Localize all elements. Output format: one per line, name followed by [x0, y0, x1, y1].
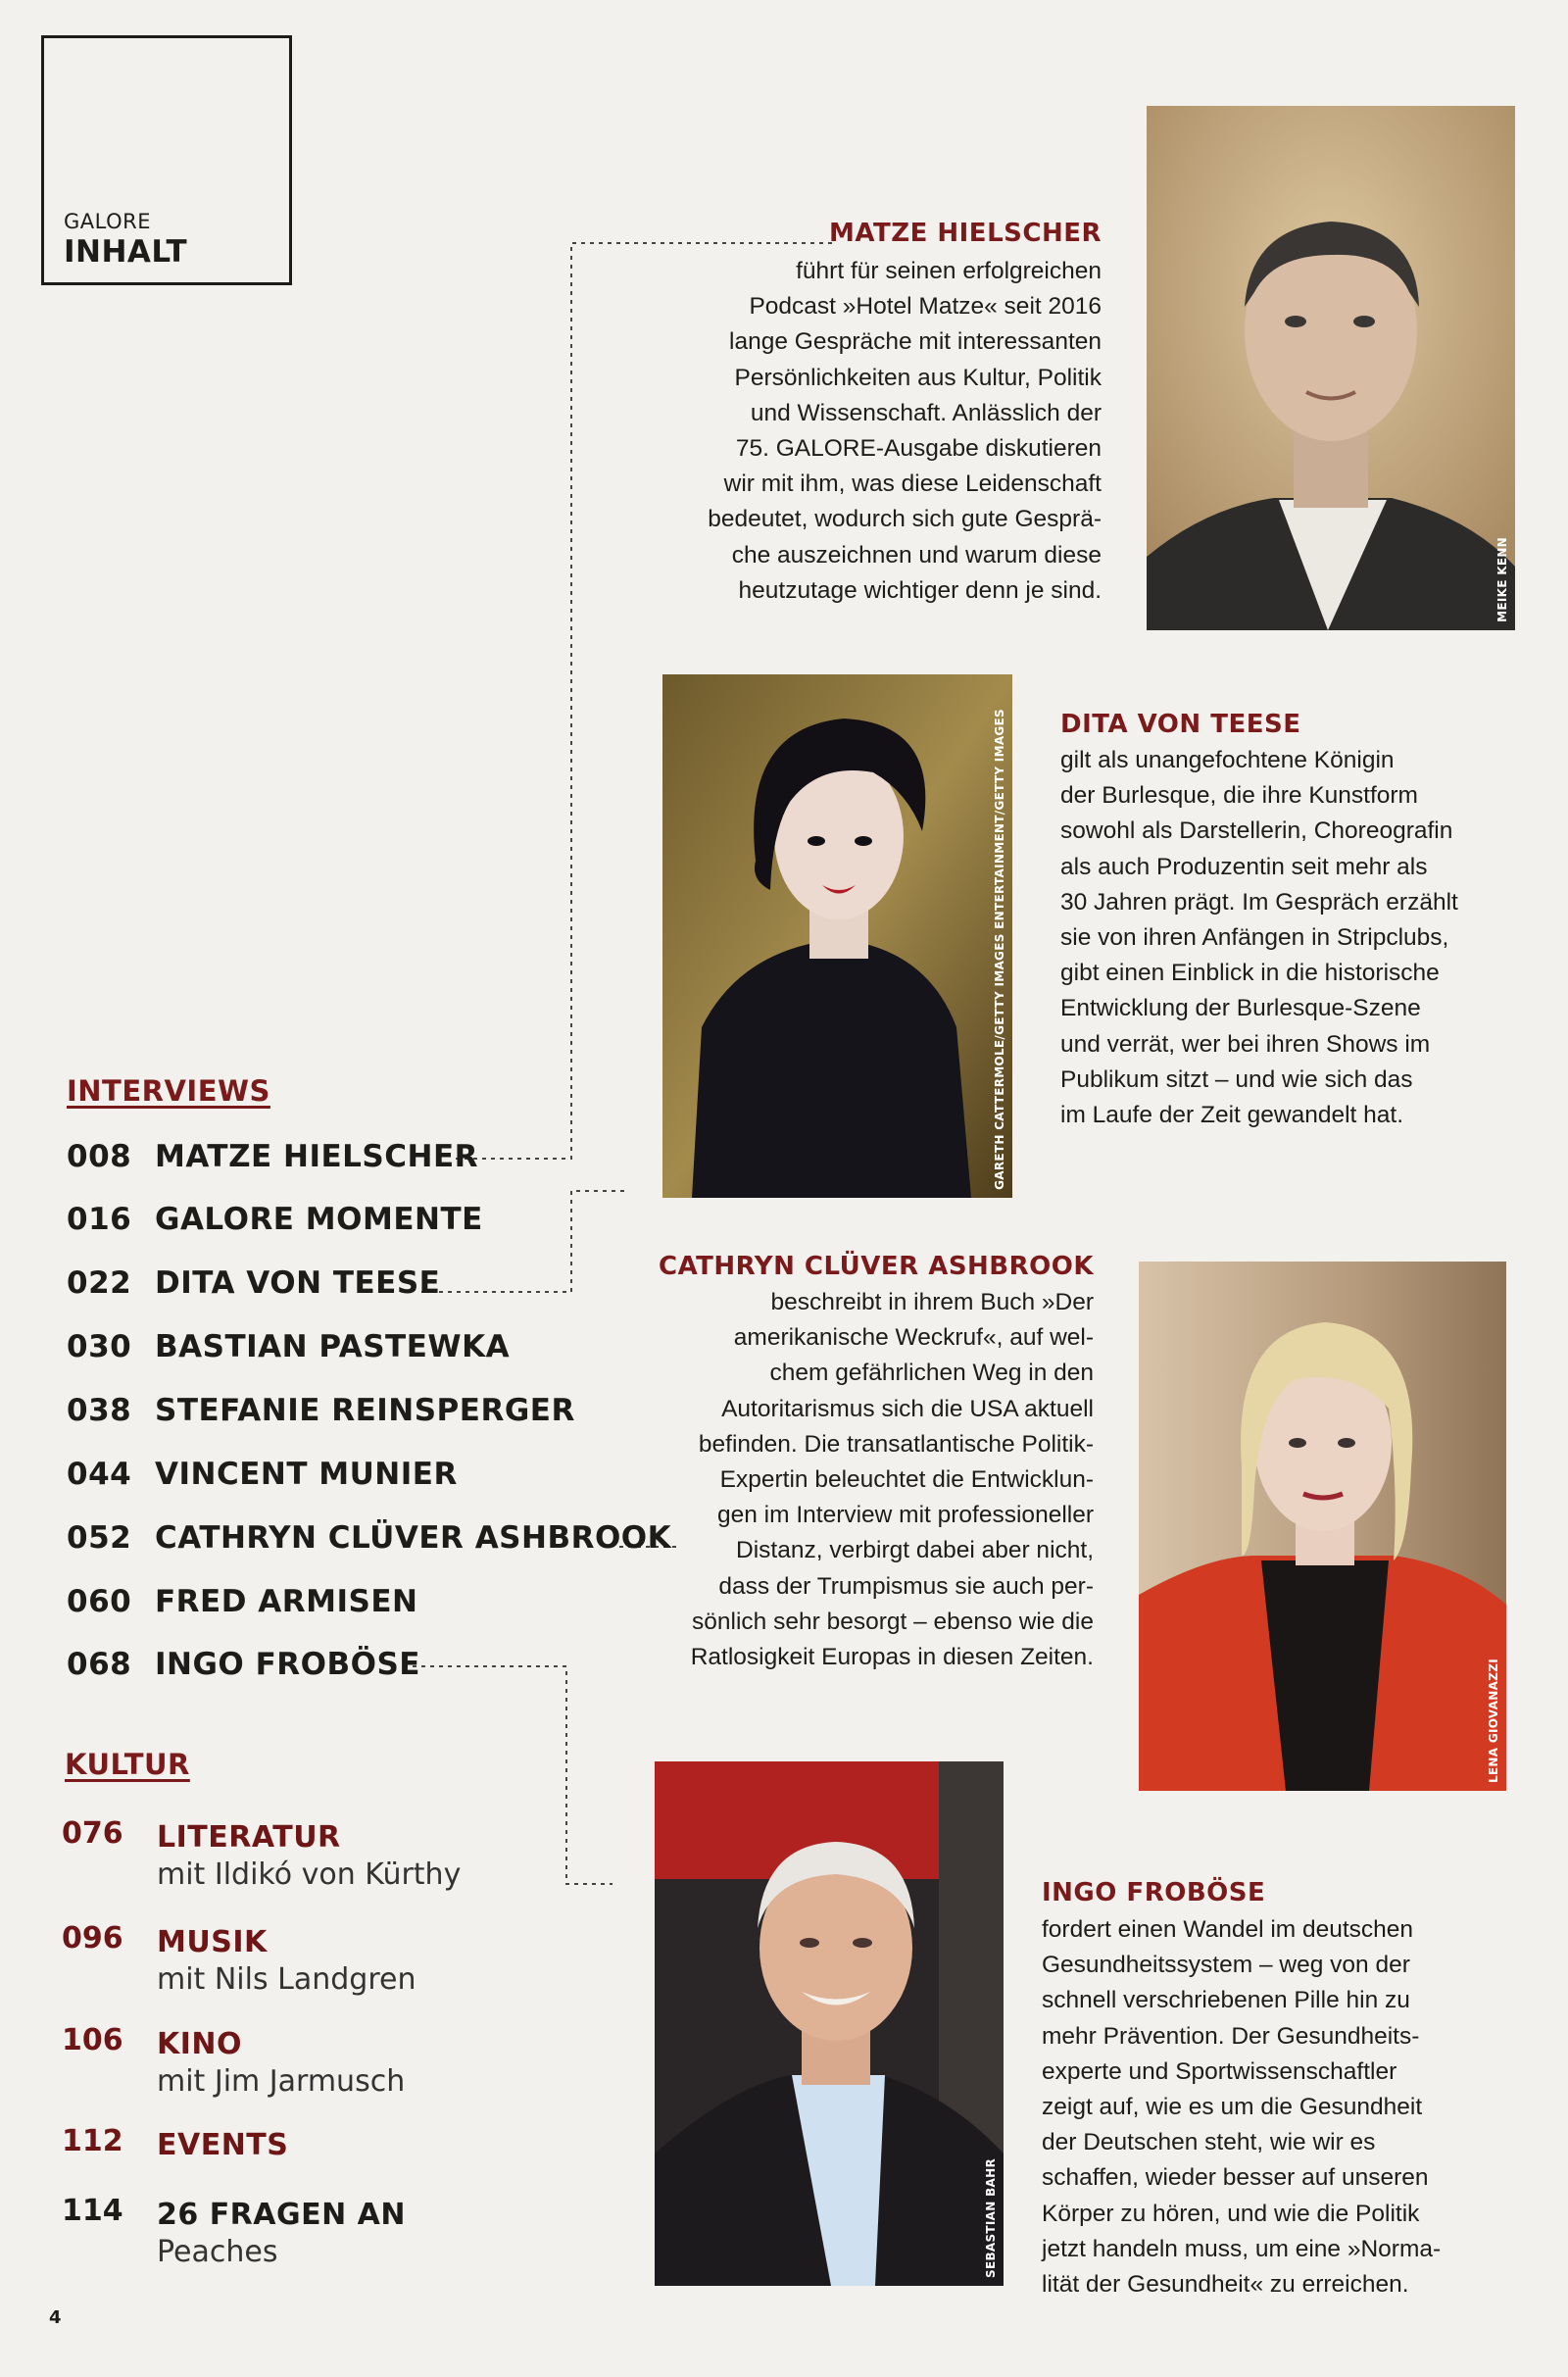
text-line: sowohl als Darstellerin, Choreografin: [1060, 817, 1453, 845]
entry-title: EVENTS: [157, 2128, 289, 2162]
entry-title: FRED ARMISEN: [155, 1584, 418, 1619]
page-number: 068: [67, 1647, 132, 1682]
feature-text-dita: [1060, 743, 1550, 1133]
text-line: Autoritarismus sich die USA aktuell: [721, 1395, 1094, 1422]
photo-credit-ingo: SEBASTIAN BAHR: [984, 2158, 998, 2278]
entry-title: MUSIK: [157, 1925, 268, 1959]
text-line: mehr Prävention. Der Gesundheits-: [1042, 2022, 1420, 2050]
section-heading-kultur: KULTUR: [65, 1748, 190, 1781]
feature-heading-ingo: INGO FROBÖSE: [1042, 1878, 1266, 1907]
text-line: 30 Jahren prägt. Im Gespräch erzählt: [1060, 888, 1458, 916]
text-line: Distanz, verbirgt dabei aber nicht,: [736, 1537, 1094, 1564]
text-line: sönlich sehr besorgt – ebenso wie die: [692, 1608, 1094, 1635]
text-line: heutzutage wichtiger denn je sind.: [738, 576, 1102, 604]
text-line: Ratlosigkeit Europas in diesen Zeiten.: [690, 1644, 1094, 1671]
text-line: Persönlichkeiten aus Kultur, Politik: [734, 364, 1102, 391]
toc-entry[interactable]: [62, 2194, 552, 2272]
feature-heading-matze: MATZE HIELSCHER: [829, 219, 1102, 248]
feature-heading-dita: DITA VON TEESE: [1060, 710, 1301, 739]
logo-label: GALORE: [64, 210, 151, 233]
entry-subtitle: mit Ildikó von Kürthy: [157, 1857, 462, 1892]
text-line: gibt einen Einblick in die historische: [1060, 960, 1440, 987]
entry-title: KINO: [157, 2027, 243, 2061]
feature-text-matze: [588, 254, 1102, 609]
feature-heading-cathryn: CATHRYN CLÜVER ASHBROOK: [658, 1252, 1094, 1281]
text-line: schnell verschriebenen Pille hin zu: [1042, 1987, 1410, 2014]
text-line: und Wissenschaft. Anlässlich der: [750, 399, 1102, 426]
page-number: 038: [67, 1393, 132, 1428]
feature-text-cathryn: [588, 1285, 1094, 1675]
text-line: Expertin beleuchtet die Entwicklun-: [719, 1466, 1094, 1494]
photo-ingo-froboese: [655, 1761, 1004, 2286]
text-line: Körper zu hören, und wie die Politik: [1042, 2200, 1420, 2227]
toc-entry[interactable]: [62, 2124, 552, 2173]
text-line: wir mit ihm, was diese Leidenschaft: [723, 470, 1102, 498]
text-line: amerikanische Weckruf«, auf wel-: [733, 1324, 1094, 1352]
page-number: 060: [67, 1584, 132, 1619]
photo-credit-dita: GARETH CATTERMOLE/GETTY IMAGES ENTERTAINMENT/GETTY IMAGES: [993, 709, 1006, 1190]
entry-title: LITERATUR: [157, 1820, 341, 1855]
page-number: 016: [67, 1202, 132, 1237]
entry-title: GALORE MOMENTE: [155, 1202, 483, 1237]
section-heading-interviews: INTERVIEWS: [67, 1074, 270, 1108]
text-line: Gesundheitssystem – weg von der: [1042, 1952, 1410, 1979]
text-line: der Burlesque, die ihre Kunstform: [1060, 782, 1418, 810]
page-number-footer: 4: [49, 2307, 62, 2328]
page-number: 114: [62, 2194, 123, 2228]
text-line: als auch Produzentin seit mehr als: [1060, 853, 1428, 880]
entry-title: INGO FROBÖSE: [155, 1647, 420, 1682]
photo-credit-matze: MEIKE KENN: [1495, 537, 1509, 622]
entry-subtitle: Peaches: [157, 2235, 278, 2269]
text-line: beschreibt in ihrem Buch »Der: [770, 1289, 1094, 1315]
page-number: 022: [67, 1265, 132, 1301]
entry-title: DITA VON TEESE: [155, 1265, 441, 1301]
photo-cathryn-cluever-ashbrook: [1139, 1262, 1506, 1791]
entry-subtitle: mit Nils Landgren: [157, 1962, 416, 1997]
toc-entry[interactable]: [62, 1921, 552, 2000]
entry-title: VINCENT MUNIER: [155, 1457, 458, 1492]
text-line: che auszeichnen und warum diese: [731, 541, 1102, 569]
text-line: lität der Gesundheit« zu erreichen.: [1042, 2271, 1409, 2299]
page-number: 112: [62, 2124, 123, 2158]
text-line: Podcast »Hotel Matze« seit 2016: [749, 293, 1102, 321]
text-line: lange Gespräche mit interessanten: [729, 328, 1102, 356]
text-line: 75. GALORE-Ausgabe diskutieren: [735, 435, 1102, 463]
text-line: führt für seinen erfolgreichen: [796, 258, 1102, 284]
text-line: experte und Sportwissenschaftler: [1042, 2057, 1397, 2085]
entry-title: CATHRYN CLÜVER ASHBROOK: [155, 1520, 672, 1556]
text-line: gilt als unangefochtene Königin: [1060, 747, 1395, 773]
entry-title: 26 FRAGEN AN: [157, 2198, 406, 2232]
text-line: schaffen, wieder besser auf unseren: [1042, 2164, 1429, 2192]
page-number: 030: [67, 1329, 132, 1364]
entry-title: MATZE HIELSCHER: [155, 1139, 479, 1174]
text-line: gen im Interview mit professioneller: [717, 1502, 1094, 1529]
text-line: bedeutet, wodurch sich gute Gesprä-: [708, 506, 1102, 533]
text-line: und verrät, wer bei ihren Shows im: [1060, 1030, 1431, 1058]
toc-entry[interactable]: [62, 2023, 552, 2102]
entry-title: STEFANIE REINSPERGER: [155, 1393, 575, 1428]
photo-credit-cathryn: LENA GIOVANAZZI: [1487, 1658, 1500, 1783]
text-line: Publikum sitzt – und wie sich das: [1060, 1065, 1413, 1093]
text-line: jetzt handeln muss, um eine »Norma-: [1042, 2235, 1442, 2262]
page-number: 044: [67, 1457, 132, 1492]
page-number: 052: [67, 1520, 132, 1556]
entry-title: BASTIAN PASTEWKA: [155, 1329, 511, 1364]
text-line: chem gefährlichen Weg in den: [769, 1360, 1094, 1387]
logo-title: INHALT: [64, 234, 188, 270]
text-line: zeigt auf, wie es um die Gesundheit: [1042, 2094, 1423, 2121]
text-line: fordert einen Wandel im deutschen: [1042, 1916, 1414, 1943]
photo-dita-von-teese: [662, 674, 1012, 1198]
text-line: Entwicklung der Burlesque-Szene: [1060, 995, 1421, 1022]
page-number: 076: [62, 1816, 123, 1851]
page-number: 008: [67, 1139, 132, 1174]
page-number: 106: [62, 2023, 123, 2057]
text-line: der Deutschen steht, wie wir es: [1042, 2129, 1376, 2156]
page-number: 096: [62, 1921, 123, 1956]
text-line: befinden. Die transatlantische Politik-: [698, 1430, 1094, 1458]
text-line: sie von ihren Anfängen in Stripclubs,: [1060, 924, 1449, 952]
text-line: dass der Trumpismus sie auch per-: [718, 1572, 1094, 1600]
feature-text-ingo: [1042, 1912, 1551, 2303]
photo-matze-hielscher: [1147, 106, 1515, 630]
toc-entry[interactable]: [62, 1816, 552, 1895]
text-line: im Laufe der Zeit gewandelt hat.: [1060, 1102, 1404, 1129]
entry-subtitle: mit Jim Jarmusch: [157, 2064, 406, 2099]
